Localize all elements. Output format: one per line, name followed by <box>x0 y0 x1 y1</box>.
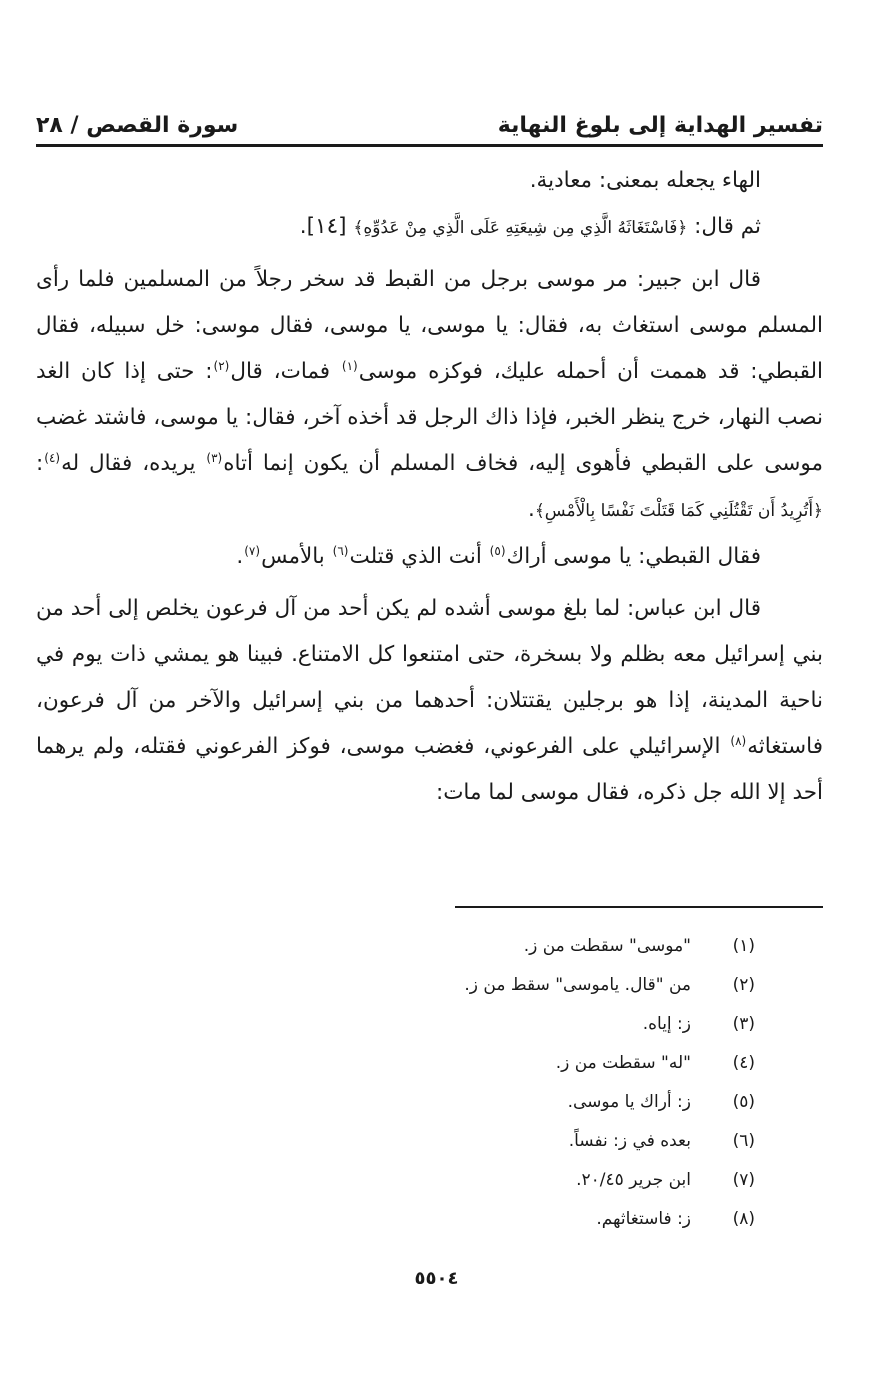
footnote-number: (٦) <box>732 1130 755 1151</box>
footnote-rule <box>455 906 823 908</box>
footnote-number: (٥) <box>732 1091 755 1112</box>
footnote-item <box>200 926 755 965</box>
footnote-ref-1[interactable]: (١) <box>341 358 358 373</box>
footnote-item <box>200 1043 755 1082</box>
footnote-text: "موسى" سقطت من ز. <box>523 935 691 956</box>
footnote-number: (٧) <box>732 1169 755 1190</box>
quran-verse: ﴿فَاسْتَغَاثَهُ الَّذِي مِن شِيعَتِهِ عَلَى الَّذِي مِنْ عَدُوِّهِ﴾ <box>353 218 688 238</box>
footnote-text: ز: أراك يا موسى. <box>567 1091 691 1112</box>
main-text <box>36 158 823 816</box>
footnote-number: (٤) <box>732 1052 755 1073</box>
quran-verse: ﴿أَتُرِيدُ أَن تَقْتُلَنِي كَمَا قَتَلْتَ نَفْسًا بِالْأَمْسِ﴾ <box>534 501 823 521</box>
footnote-item <box>200 1121 755 1160</box>
footnote-text: ابن جرير ٢٠/٤٥. <box>576 1169 691 1190</box>
footnote-number: (٢) <box>732 974 755 995</box>
footnotes-list <box>200 926 755 1238</box>
footnote-text: ز: فاستغاثهم. <box>596 1208 691 1229</box>
header-rule <box>36 144 823 147</box>
footnote-text: بعده في ز: نفساً. <box>568 1130 691 1151</box>
footnote-item <box>200 965 755 1004</box>
footnote-item <box>200 1082 755 1121</box>
footnote-ref-5[interactable]: (٥) <box>489 543 506 558</box>
footnote-text: من "قال. ياموسى" سقط من ز. <box>464 974 691 995</box>
running-header <box>36 98 823 138</box>
footnote-ref-3[interactable]: (٣) <box>206 450 223 465</box>
paragraph-2: ثم قال: ﴿فَاسْتَغَاثَهُ الَّذِي مِن شِيعَتِهِ عَلَى الَّذِي مِنْ عَدُوِّهِ﴾ [١٤]. <box>299 214 761 239</box>
footnote-item <box>200 1160 755 1199</box>
book-title: تفسير الهداية إلى بلوغ النهاية <box>497 113 823 138</box>
footnote-ref-4[interactable]: (٤) <box>44 450 61 465</box>
footnote-ref-6[interactable]: (٦) <box>332 543 349 558</box>
footnote-item <box>200 1199 755 1238</box>
paragraph-5: قال ابن عباس: لما بلغ موسى أشده لم يكن أحد من آل فرعون يخلص إلى أحد من بني إسرائيل معه بظلم ولا بسخرة، حتى امتنعوا كل الامتناع. فبينا هو يمشي ذات يوم في ناحية المدينة، إذا هو برجلين يقتتلان: أحدهما من بني إسرائيل والآخر من آل فرعون، فاستغاثه$^{(٨)}$ الإسرائيلي على الفرعوني، فغضب موسى، فوكز الفرعوني فقتله، ولم يرهما أحد إلا الله جل ذكره، فقال موسى لما مات: <box>36 596 823 805</box>
footnote-ref-7[interactable]: (٧) <box>244 543 261 558</box>
paragraph-4: فقال القبطي: يا موسى أراك$^{(٥)}$ أنت الذي قتلت$^{(٦)}$ بالأمس$^{(٧)}$. <box>236 543 761 569</box>
footnote-text: ز: إياه. <box>642 1013 691 1034</box>
surah-label: سورة القصص / ٢٨ <box>36 113 239 138</box>
paragraph-1: الهاء يجعله بمعنى: معادية. <box>529 168 761 193</box>
footnote-ref-8[interactable]: (٨) <box>730 733 747 748</box>
footnote-number: (٨) <box>732 1208 755 1229</box>
footnote-number: (٣) <box>732 1013 755 1034</box>
footnote-item <box>200 1004 755 1043</box>
footnote-number: (١) <box>732 935 755 956</box>
footnote-text: "له" سقطت من ز. <box>555 1052 691 1073</box>
page-number: ٥٥٠٤ <box>414 1268 459 1289</box>
footnote-ref-2[interactable]: (٢) <box>213 358 230 373</box>
paragraph-3: قال ابن جبير: مر موسى برجل من القبط قد سخر رجلاً من المسلمين فلما رأى المسلم موسى استغاث به، فقال: يا موسى، يا موسى، فقال موسى: خل سبيله، فقال القبطي: قد هممت أن أحمله عليك، فوكزه موسى$^{(١)}$ فمات، قال$^{(٢)}$: حتى إذا كان الغد نصب النهار، خرج ينظر الخبر، فإذا ذاك الرجل قد أخذه آخر، فقال: يا موسى، فاشتد غضب موسى على القبطي فأهوى إليه، فخاف المسلم أن يكون إنما أتاه$^{(٣)}$ يريده، فقال له$^{(٤)}$: ﴿أَتُرِيدُ أَن تَقْتُلَنِي كَمَا قَتَلْتَ نَفْسًا بِالْأَمْسِ﴾. <box>35 267 823 522</box>
